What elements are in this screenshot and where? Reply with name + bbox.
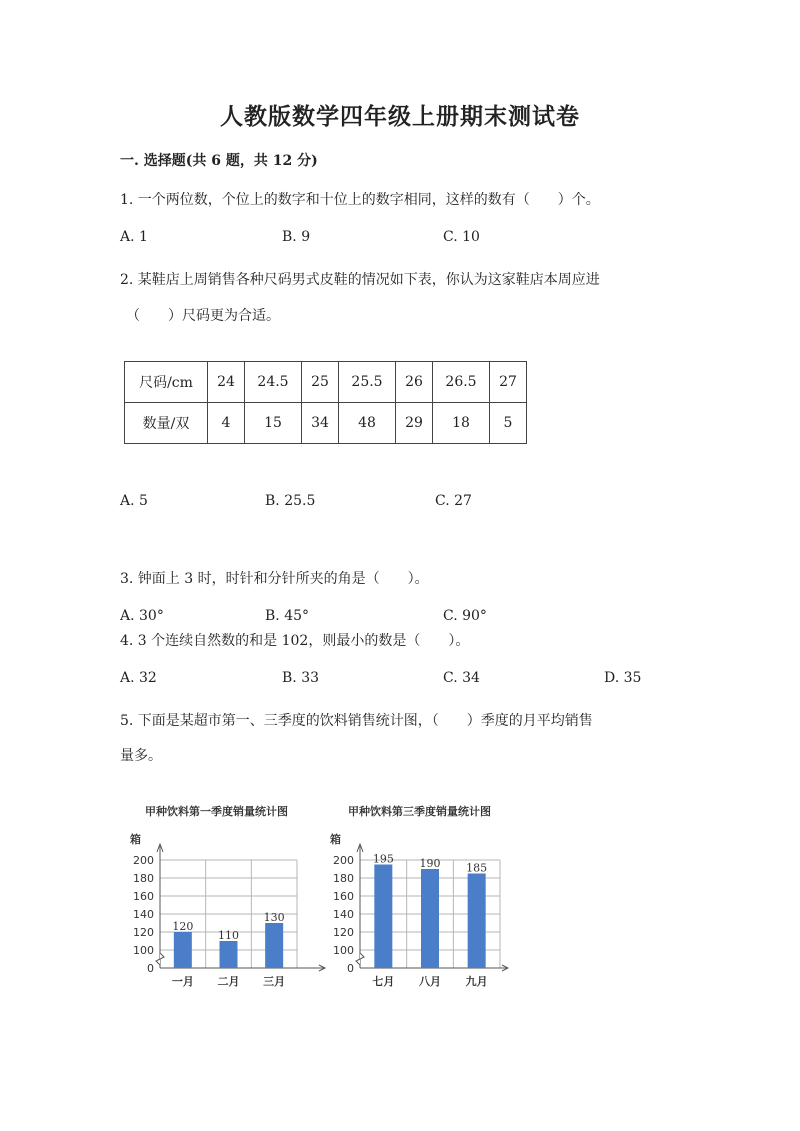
table-cell: 25	[302, 362, 339, 403]
question-1-option-c[interactable]: C. 10	[443, 229, 480, 245]
shoe-size-table	[124, 361, 527, 444]
table-cell: 5	[490, 403, 527, 444]
question-2-option-c[interactable]: C. 27	[435, 493, 472, 509]
x-category-label: 九月	[465, 975, 488, 988]
y-tick-label: 0	[147, 962, 154, 975]
y-tick-label: 160	[133, 890, 154, 903]
y-tick-label: 160	[333, 890, 354, 903]
y-tick-label: 140	[333, 908, 354, 921]
bar	[220, 941, 238, 968]
bar-data-label: 130	[263, 911, 285, 924]
table-cell: 数量/双	[125, 403, 208, 444]
bar-data-label: 185	[466, 861, 488, 875]
bar	[421, 869, 439, 968]
page-title: 人教版数学四年级上册期末测试卷	[220, 104, 580, 130]
table-cell: 15	[245, 403, 302, 444]
y-tick-label: 120	[333, 926, 354, 939]
x-category-label: 三月	[263, 975, 286, 988]
question-4-option-d[interactable]: D. 35	[604, 670, 642, 686]
table-cell: 4	[208, 403, 245, 444]
y-tick-label: 100	[333, 944, 354, 957]
y-tick-label: 120	[133, 926, 154, 939]
y-tick-label: 140	[133, 908, 154, 921]
question-2-line-2: （ ）尺码更为合适。	[126, 308, 280, 324]
bar-data-label: 120	[172, 920, 194, 933]
table-cell: 尺码/cm	[125, 362, 208, 403]
axis-break-mark	[356, 953, 364, 965]
x-category-label: 八月	[419, 975, 441, 988]
chart-title: 甲种饮料第一季度销量统计图	[145, 805, 288, 818]
table-row	[125, 403, 527, 444]
question-5-line-1: 5. 下面是某超市第一、三季度的饮料销售统计图，（ ）季度的月平均销售	[120, 713, 593, 729]
table-cell: 24	[208, 362, 245, 403]
y-tick-label: 180	[333, 872, 354, 885]
y-tick-label: 200	[133, 854, 154, 867]
question-1-option-b[interactable]: B. 9	[282, 229, 311, 245]
table-cell: 48	[339, 403, 396, 444]
q1-sales-bar-chart	[120, 795, 330, 995]
y-axis-unit-label: 箱	[330, 833, 341, 846]
bar-data-label: 110	[218, 929, 239, 942]
question-2-option-a[interactable]: A. 5	[120, 493, 148, 509]
question-1-text: 1. 一个两位数，个位上的数字和十位上的数字相同，这样的数有（ ）个。	[120, 192, 600, 208]
y-axis-unit-label: 箱	[130, 833, 141, 846]
question-3-text: 3. 钟面上 3 时，时针和分针所夹的角是（ ）。	[120, 571, 429, 587]
bar-data-label: 190	[419, 857, 441, 870]
question-4-option-b[interactable]: B. 33	[282, 670, 320, 686]
question-4-option-c[interactable]: C. 34	[443, 670, 480, 686]
question-4-option-a[interactable]: A. 32	[120, 670, 157, 686]
bar	[374, 865, 392, 969]
y-tick-label: 200	[333, 854, 354, 867]
q3-sales-bar-chart	[328, 795, 528, 995]
table-cell: 25.5	[339, 362, 396, 403]
bar-data-label: 195	[372, 852, 394, 866]
question-3-option-b[interactable]: B. 45°	[265, 608, 310, 624]
section-heading: 一. 选择题(共 6 题，共 12 分)	[120, 153, 318, 169]
table-cell: 27	[490, 362, 527, 403]
table-cell: 34	[302, 403, 339, 444]
question-2-option-b[interactable]: B. 25.5	[265, 493, 316, 509]
x-category-label: 二月	[217, 975, 240, 988]
y-tick-label: 100	[133, 944, 154, 957]
question-5-line-2: 量多。	[120, 748, 162, 764]
x-category-label: 一月	[171, 975, 194, 988]
y-tick-label: 0	[347, 962, 354, 975]
bar	[174, 932, 192, 968]
x-category-label: 七月	[372, 975, 395, 988]
chart-title: 甲种饮料第三季度销量统计图	[348, 805, 491, 818]
question-3-option-c[interactable]: C. 90°	[443, 608, 487, 624]
table-cell: 18	[433, 403, 490, 444]
table-cell: 29	[396, 403, 433, 444]
y-tick-label: 180	[133, 872, 154, 885]
bar	[265, 923, 283, 968]
question-1-option-a[interactable]: A. 1	[120, 229, 148, 245]
table-cell: 26.5	[433, 362, 490, 403]
bar	[468, 874, 486, 969]
table-cell: 24.5	[245, 362, 302, 403]
question-4-text: 4. 3 个连续自然数的和是 102，则最小的数是（ ）。	[120, 633, 470, 649]
question-3-option-a[interactable]: A. 30°	[120, 608, 164, 624]
table-row	[125, 362, 527, 403]
question-2-line-1: 2. 某鞋店上周销售各种尺码男式皮鞋的情况如下表，你认为这家鞋店本周应进	[120, 272, 600, 288]
axis-break-mark	[156, 953, 164, 965]
table-cell: 26	[396, 362, 433, 403]
